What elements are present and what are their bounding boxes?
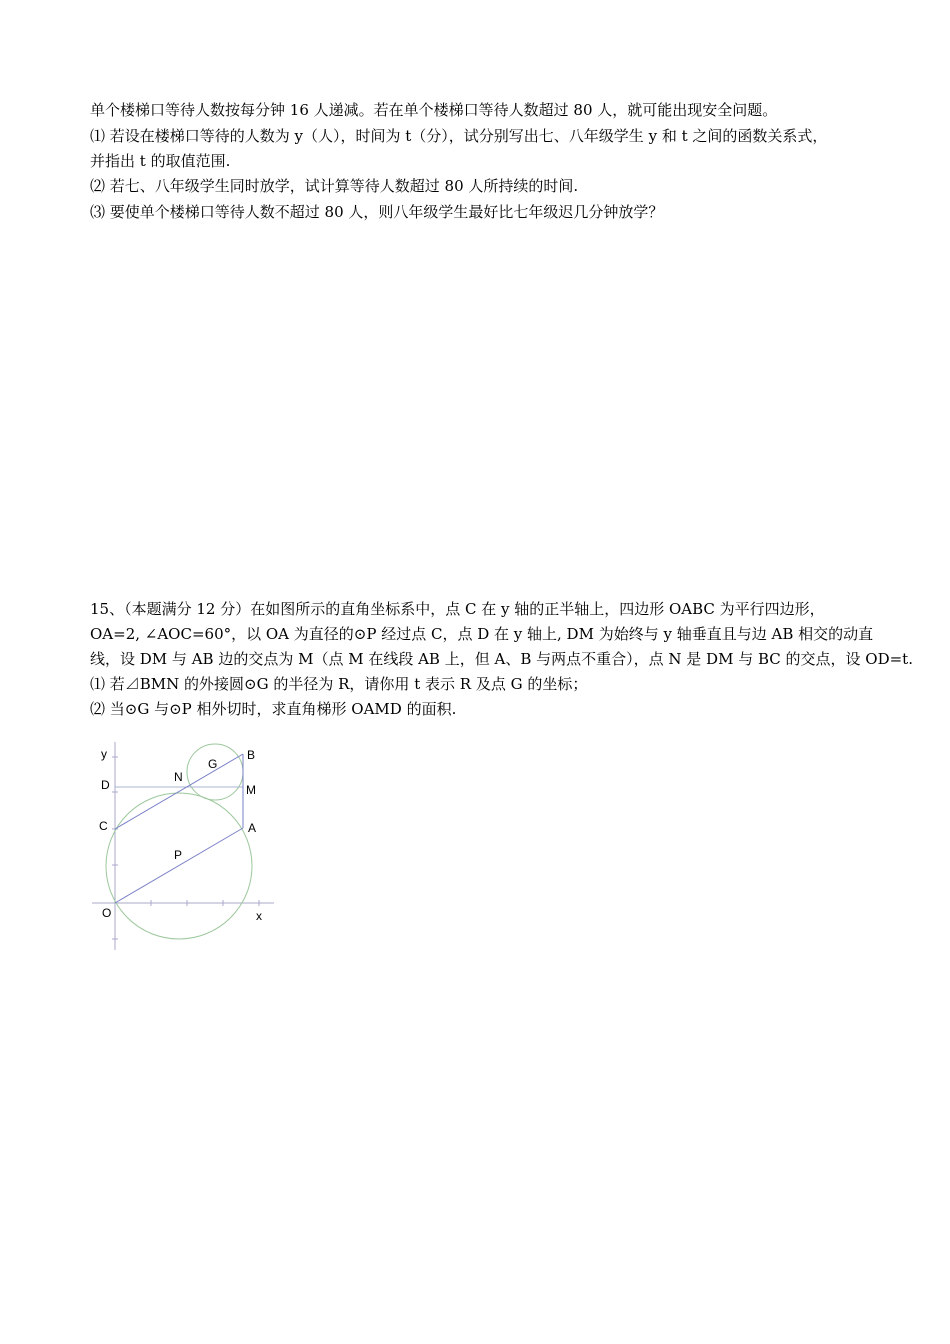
- problem-14-line: ⑵ 若七、八年级学生同时放学，试计算等待人数超过 80 人所持续的时间.: [90, 177, 579, 195]
- problem-14-line: 单个楼梯口等待人数按每分钟 16 人递减。若在单个楼梯口等待人数超过 80 人，就可能出现安全问题。: [90, 101, 778, 119]
- segment-oa: [115, 828, 243, 903]
- label-y: y: [101, 747, 107, 761]
- geometry-figure: [88, 736, 288, 956]
- problem-14-line: 并指出 t 的取值范围.: [90, 152, 231, 170]
- problem-14-line: ⑴ 若设在楼梯口等待的人数为 y（人），时间为 t（分），试分别写出七、八年级学生 y 和 t 之间的函数关系式，: [90, 127, 828, 145]
- label-o: O: [102, 906, 112, 920]
- label-n: N: [174, 770, 183, 784]
- problem-15-line: 线，设 DM 与 AB 边的交点为 M（点 M 在线段 AB 上，但 A、B 与两点不重合），点 N 是 DM 与 BC 的交点，设 OD=t.: [90, 650, 913, 668]
- label-c: C: [99, 819, 108, 833]
- segment-cb: [115, 754, 243, 829]
- label-x: x: [256, 909, 262, 923]
- label-m: M: [246, 783, 256, 797]
- label-d: D: [101, 778, 110, 792]
- problem-15-line: 15、（本题满分 12 分）在如图所示的直角坐标系中，点 C 在 y 轴的正半轴上，四边形 OABC 为平行四边形，: [90, 600, 825, 618]
- problem-15-line: ⑵ 当⊙G 与⊙P 相外切时，求直角梯形 OAMD 的面积.: [90, 700, 457, 718]
- problem-15-line: OA=2, ∠AOC=60°，以 OA 为直径的⊙P 经过点 C，点 D 在 y 轴上, DM 为始终与 y 轴垂直且与边 AB 相交的动直: [90, 625, 874, 643]
- circle-g: [187, 744, 243, 800]
- problem-15-line: ⑴ 若⊿BMN 的外接圆⊙G 的半径为 R，请你用 t 表示 R 及点 G 的坐标；: [90, 675, 588, 693]
- label-p: P: [174, 848, 183, 862]
- label-b: B: [247, 748, 256, 762]
- geometry-figure-svg: [88, 736, 288, 956]
- label-a: A: [248, 821, 257, 835]
- label-g: G: [208, 757, 218, 771]
- problem-14-line: ⑶ 要使单个楼梯口等待人数不超过 80 人，则八年级学生最好比七年级迟几分钟放学？: [90, 203, 664, 221]
